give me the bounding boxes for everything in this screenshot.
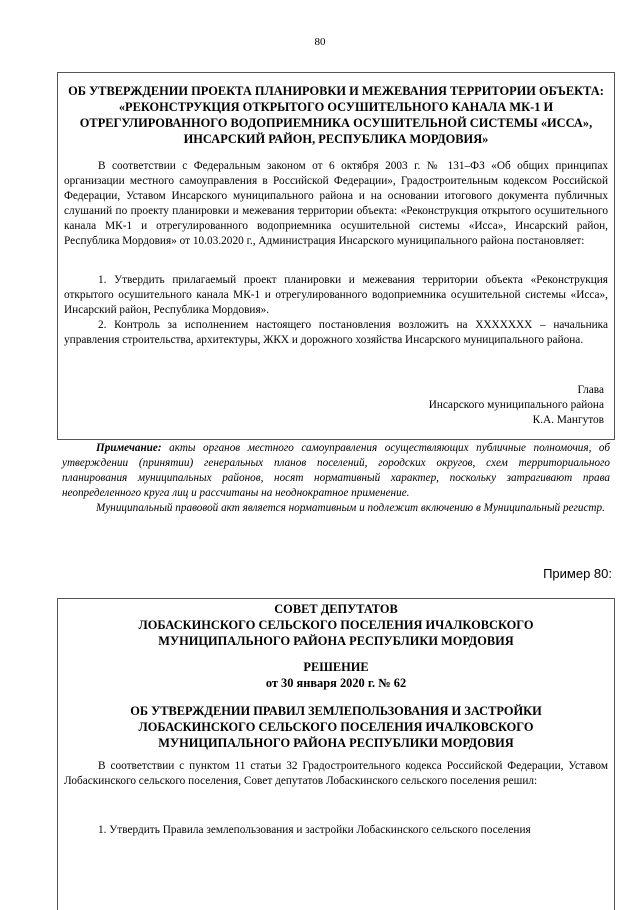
resolution-item-2: 2. Контроль за исполнением настоящего постановления возложить на ХХХХХХХ – начальника управления строительства, архитектуры, ЖКХ и дорожного хозяйства Инсарского муниципального района.: [64, 319, 608, 346]
signature-name: К.А. Мангутов: [532, 414, 604, 426]
preamble-paragraph: В соответствии с Федеральным законом от 6 октября 2003 г. № 131–ФЗ «Об общих принципах организации местного самоуправления в Российской Федерации», Градостроительным кодексом Российской Федерации, Уставом Инсарского муниципального района и на основании итогового документа публичных слушаний по проекту планировки и межевания территории объекта: «Реконструкция открытого осушительного канала МК-1 и отрегулированного водоприемника осушительной системы «Исса», Инсарский район, Республика Мордовия» от 10.03.2020 г., Администрация Инсарского муниципального района постановляет:: [64, 160, 608, 247]
signature-position: Инсарского муниципального района: [428, 399, 604, 411]
council-line-2: ЛОБАСКИНСКОГО СЕЛЬСКОГО ПОСЕЛЕНИЯ ИЧАЛКОВСКОГО: [138, 618, 534, 632]
example-label: Пример 80:: [543, 566, 612, 581]
document-box-decision: [57, 598, 615, 910]
decision-item-1: 1. Утвердить Правила землепользования и застройки Лобаскинского сельского поселения: [98, 824, 531, 836]
decision-label: РЕШЕНИЕ: [303, 660, 369, 674]
decision-preamble: В соответствии с пунктом 11 статьи 32 Градостроительного кодекса Российской Федерации, Уставом Лобаскинского сельского поселения, Совет депутатов Лобаскинского сельского поселения решил:: [64, 760, 608, 787]
note-paragraph-2: Муниципальный правовой акт является нормативным и подлежит включению в Муниципальный регистр.: [96, 501, 605, 514]
decision-date: от 30 января 2020 г. № 62: [265, 676, 407, 690]
page-number: 80: [314, 36, 326, 48]
note-block: [62, 441, 610, 516]
council-line-3: МУНИЦИПАЛЬНОГО РАЙОНА РЕСПУБЛИКИ МОРДОВИЯ: [158, 634, 514, 648]
note-label: Примечание:: [96, 442, 162, 454]
decision-title-line-3: МУНИЦИПАЛЬНОГО РАЙОНА РЕСПУБЛИКИ МОРДОВИЯ: [158, 736, 514, 750]
council-line-1: СОВЕТ ДЕПУТАТОВ: [274, 602, 398, 616]
resolution-item-1: 1. Утвердить прилагаемый проект планировки и межевания территории объекта «Реконструкция открытого осушительного канала МК-1 и отрегулированного водоприемника осушительной системы «Исса», Инсарский район, Республика Мордовия».: [64, 274, 608, 316]
signature-block: [429, 383, 604, 428]
note-paragraph-1: [62, 441, 610, 501]
document-title: ОБ УТВЕРЖДЕНИИ ПРОЕКТА ПЛАНИРОВКИ И МЕЖЕВАНИЯ ТЕРРИТОРИИ ОБЪЕКТА: «РЕКОНСТРУКЦИЯ ОТКРЫТОГО ОСУШИТЕЛЬНОГО КАНАЛА МК-1 И ОТРЕГУЛИРОВАННОГО ВОДОПРИЕМНИКА ОСУШИТЕЛЬНОЙ СИСТЕМЫ «ИССА», ИНСАРСКИЙ РАЙОН, РЕСПУБЛИКА МОРДОВИЯ»: [68, 84, 604, 146]
note-text-1: акты органов местного самоуправления осуществляющих публичные полномочия, об утверждении (принятии) генеральных планов поселений, городских округов, схем территориального планирования муниципальных районов, носят нормативный характер, поскольку затрагивают права неопределенного круга лиц и рассчитаны на неоднократное применение.: [62, 442, 610, 499]
decision-title-line-1: ОБ УТВЕРЖДЕНИИ ПРАВИЛ ЗЕМЛЕПОЛЬЗОВАНИЯ И ЗАСТРОЙКИ: [130, 704, 542, 718]
signature-title: Глава: [577, 384, 604, 396]
decision-title-line-2: ЛОБАСКИНСКОГО СЕЛЬСКОГО ПОСЕЛЕНИЯ ИЧАЛКОВСКОГО: [138, 720, 534, 734]
document-box-resolution: [57, 72, 615, 440]
decision-title: [64, 703, 608, 751]
decision-heading: [64, 659, 608, 691]
council-heading: [64, 601, 608, 649]
